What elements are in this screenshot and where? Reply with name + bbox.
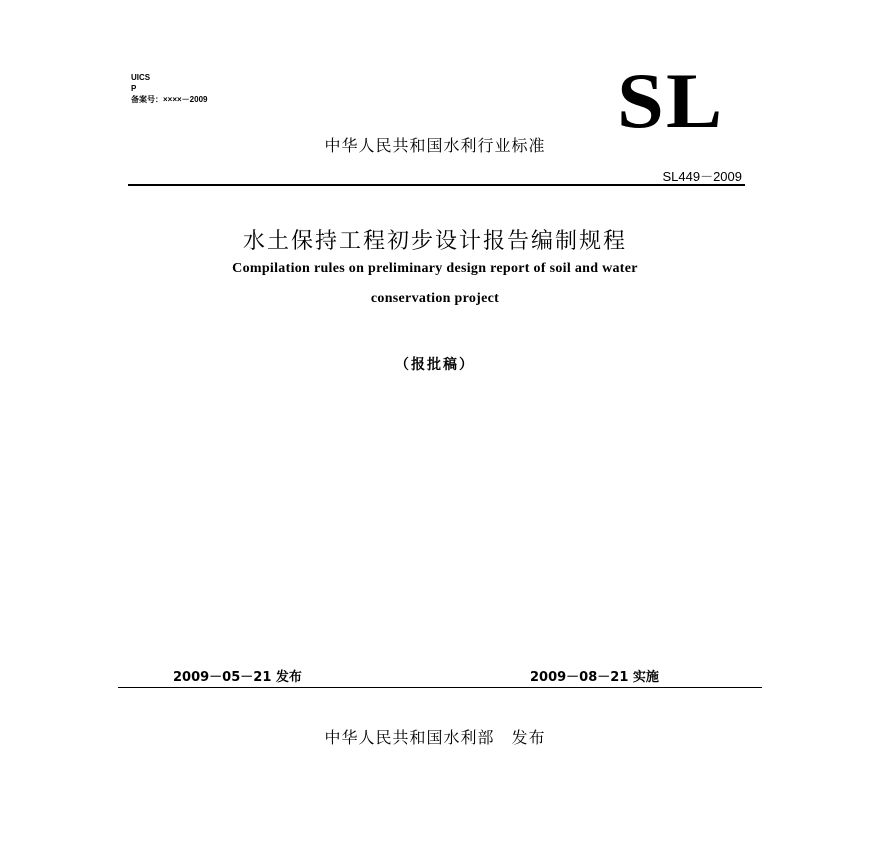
header-divider (128, 184, 745, 186)
p-code: P (131, 84, 137, 93)
standard-number: SL449－2009 (662, 169, 742, 184)
record-number: 备案号：××××－2009 (131, 95, 208, 104)
document-title-en-line1: Compilation rules on preliminary design report of soil and water (232, 261, 638, 276)
document-title-en-line2: conservation project (370, 291, 500, 306)
uics-code: UICS (131, 73, 151, 82)
issue-date: 2009－05－21 发布 (173, 670, 302, 685)
standard-series: 中华人民共和国水利行业标准 (324, 136, 546, 155)
footer-divider (118, 687, 762, 688)
publisher: 中华人民共和国水利部 发布 (324, 728, 546, 747)
draft-status: （报批稿） (395, 357, 475, 373)
document-title-cn: 水土保持工程初步设计报告编制规程 (242, 229, 627, 254)
implementation-date: 2009－08－21 实施 (530, 670, 659, 685)
sl-logo: SL (617, 57, 725, 144)
